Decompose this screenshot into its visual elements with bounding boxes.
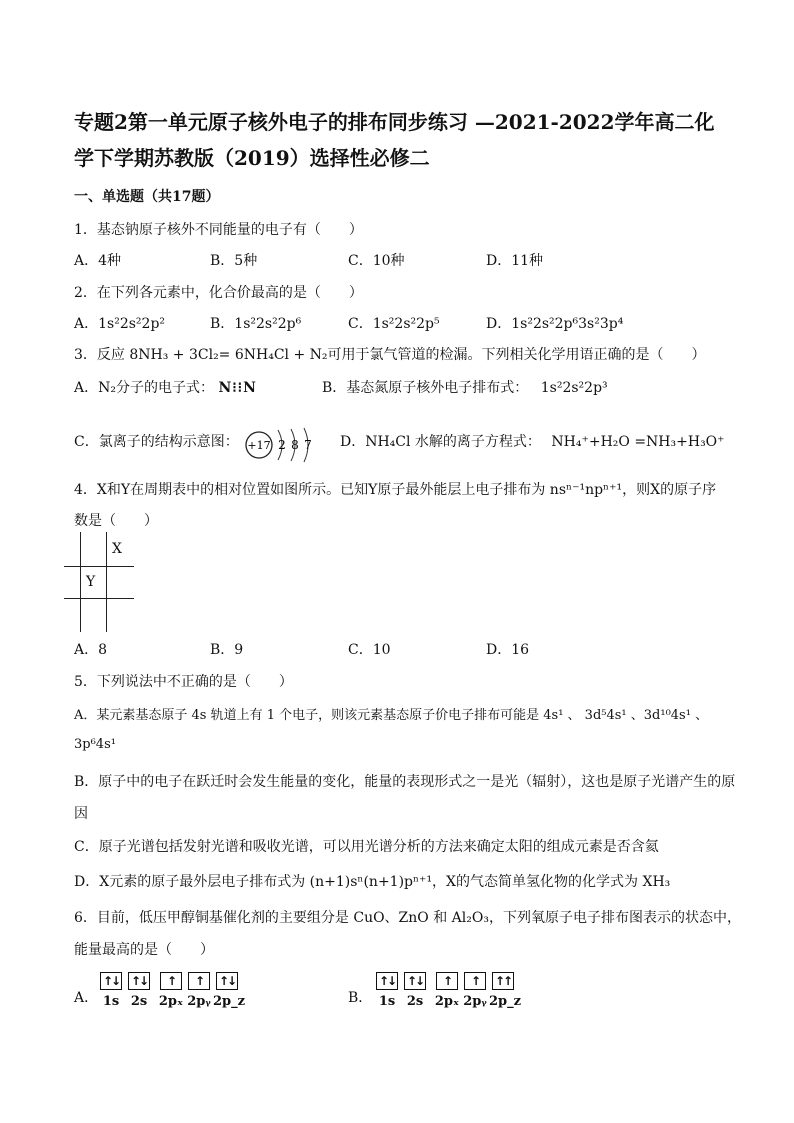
- orbital-label: 1s: [102, 994, 120, 1009]
- nucleus-charge: +17: [247, 439, 271, 452]
- q5-stem: 5．下列说法中不正确的是（ ）: [74, 674, 293, 690]
- orbital-label: 2pₓ: [158, 994, 184, 1009]
- orbital-box: ↑↓: [216, 972, 238, 990]
- section-heading: 一、单选题（共17题）: [74, 189, 220, 205]
- q6-stem-line1: 6．目前，低压甲醇铜基催化剂的主要组分是 CuO、ZnO 和 Al₂O₃，下列氧原子电子排布图表示的状态中，: [74, 910, 741, 926]
- q5-option-b-line2: 因: [74, 806, 88, 822]
- orbital-box: ↑: [160, 972, 182, 990]
- q1-option-c: C．10种: [348, 253, 405, 269]
- orbital-box: ↑↑: [492, 972, 514, 990]
- orbital-label: 2pᵧ: [187, 994, 211, 1009]
- q1-option-a: A．4种: [74, 253, 122, 269]
- orbital-box: ↑↓: [404, 972, 426, 990]
- q4-option-b: B．9: [210, 642, 244, 658]
- q2-option-d: D．1s²2s²2p⁶3s²3p⁴: [486, 316, 624, 332]
- q2-option-b: B．1s²2s²2p⁶: [210, 316, 302, 332]
- q6-option-b-label: B．: [348, 990, 373, 1006]
- q3-option-c: C．氯离子的结构示意图：: [74, 434, 239, 450]
- q3-option-b: B．基态氮原子核外电子排布式： 1s²2s²2p³: [322, 380, 608, 396]
- chloride-ion-structure-diagram: [244, 425, 324, 465]
- orbital-box: ↑↓: [100, 972, 122, 990]
- q4-option-c: C．10: [348, 642, 391, 658]
- orbital-box: ↑: [436, 972, 458, 990]
- q2-option-c-config: 1s²2s²2p⁵: [372, 316, 440, 332]
- q2-option-d-config: 1s²2s²2p⁶3s²3p⁴: [511, 316, 624, 332]
- orbital-label: 2s: [406, 994, 424, 1009]
- orbital-box: ↑↓: [128, 972, 150, 990]
- q5-option-c: C．原子光谱包括发射光谱和吸收光谱，可以用光谱分析的方法来确定太阳的组成元素是否含氦: [74, 839, 659, 855]
- q3-option-a: A．N₂分子的电子式： N⁝⁝N: [74, 380, 257, 396]
- q4-option-a: A．8: [74, 642, 108, 658]
- orbital-label: 2p_z: [213, 994, 246, 1009]
- q3-option-d: D．NH₄Cl 水解的离子方程式： NH₄⁺+H₂O =NH₃+H₃O⁺: [340, 434, 725, 450]
- q2-option-a: A．1s²2s²2p²: [74, 316, 166, 332]
- q6-stem-line2: 能量最高的是（ ）: [74, 942, 214, 958]
- orbital-box: ↑: [188, 972, 210, 990]
- nitrogen-config: 1s²2s²2p³: [540, 380, 608, 396]
- q2-stem: 2．在下列各元素中，化合价最高的是（ ）: [74, 285, 363, 301]
- q5-option-b-line1: B．原子中的电子在跃迁时会发生能量的变化，能量的表现形式之一是光（辐射），这也是原子光谱产生的原: [74, 774, 736, 790]
- q2-option-b-config: 1s²2s²2p⁶: [234, 316, 302, 332]
- q5-option-d: D．X元素的原子最外层电子排布式为 (n+1)sⁿ(n+1)pⁿ⁺¹，X的气态简单氢化物的化学式为 XH₃: [74, 874, 671, 890]
- shell-3-count: 7: [304, 438, 312, 452]
- q2-option-a-config: 1s²2s²2p²: [98, 316, 166, 332]
- q1-option-b: B．5种: [210, 253, 258, 269]
- q4-stem-line1: 4．X和Y在周期表中的相对位置如图所示。已知Y原子最外能层上电子排布为 nsⁿ⁻¹npⁿ⁺¹，则X的原子序: [74, 482, 717, 498]
- q4-option-d: D．16: [486, 642, 530, 658]
- shell-1-count: 2: [278, 438, 286, 452]
- grid-label-y: Y: [86, 574, 96, 590]
- document-title: 专题2第一单元原子核外电子的排布同步练习 —2021-2022学年高二化学下学期苏教版（2019）选择性必修二: [74, 110, 715, 170]
- q4-stem-line2: 数是（ ）: [74, 513, 158, 529]
- q5-option-a-line2: 3p⁶4s¹: [74, 737, 116, 752]
- orbital-box: ↑↓: [376, 972, 398, 990]
- n2-electron-formula: N⁝⁝N: [218, 380, 257, 396]
- shell-2-count: 8: [291, 438, 299, 452]
- orbital-label: 2p_z: [489, 994, 522, 1009]
- q5-option-a-line1: A．某元素基态原子 4s 轨道上有 1 个电子，则该元素基态原子价电子排布可能是 4s¹ 、 3d⁵4s¹ 、3d¹⁰4s¹ 、: [74, 708, 709, 723]
- orbital-label: 2s: [130, 994, 148, 1009]
- q1-option-d: D．11种: [486, 253, 544, 269]
- orbital-box: ↑: [464, 972, 486, 990]
- orbital-label: 2pₓ: [434, 994, 460, 1009]
- q3-stem: 3．反应 8NH₃ + 3Cl₂= 6NH₄Cl + N₂可用于氯气管道的检漏。下列相关化学用语正确的是（ ）: [74, 347, 706, 363]
- q2-option-c: C．1s²2s²2p⁵: [348, 316, 440, 332]
- q6-option-a-label: A．: [74, 990, 99, 1006]
- q1-stem: 1．基态钠原子核外不同能量的电子有（ ）: [74, 222, 363, 238]
- hydrolysis-equation: NH₄⁺+H₂O =NH₃+H₃O⁺: [551, 434, 725, 450]
- orbital-label: 1s: [378, 994, 396, 1009]
- orbital-label: 2pᵧ: [463, 994, 487, 1009]
- grid-label-x: X: [112, 541, 122, 557]
